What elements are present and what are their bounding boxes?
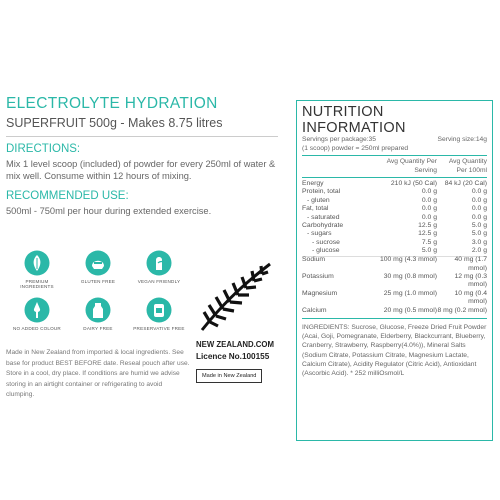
- per-serving-value: 7.5 g: [421, 238, 437, 246]
- nutrition-row: [302, 247, 487, 255]
- nutrition-row: [302, 307, 487, 315]
- nutrition-rows: [302, 180, 487, 315]
- badge-dairy-free: [69, 297, 127, 331]
- preservative-free-icon: [146, 297, 172, 323]
- nutrition-row: [302, 273, 487, 290]
- nutrition-row: [302, 230, 487, 238]
- badge-premium-ingredients: [8, 250, 66, 289]
- nutrient-name: Protein, total: [302, 188, 341, 196]
- servings-per-package: Servings per package:35: [302, 136, 376, 143]
- new-zealand-logo: [196, 262, 286, 383]
- per-serving-value: 12.5 g: [418, 230, 437, 238]
- badge-gluten-free: [69, 250, 127, 289]
- ingredients-icon: [24, 250, 50, 276]
- per-serving-value: 0.0 g: [421, 213, 437, 221]
- nutrient-name: Energy: [302, 180, 324, 187]
- nutrition-title: NUTRITION INFORMATION: [302, 104, 406, 136]
- nutrient-name: Magnesium: [302, 289, 338, 297]
- per-100ml-value: 0.0 g: [471, 205, 487, 213]
- per-100ml-value: 0.0 g: [471, 188, 487, 196]
- per-serving-value: 0.0 g: [421, 205, 437, 213]
- col-per-serving: Avg Quantity Per Serving: [386, 158, 437, 174]
- badge-preservative-free: [130, 297, 188, 331]
- nutrition-row: [302, 205, 487, 213]
- nutrient-name: - glucose: [312, 247, 340, 255]
- product-title: ELECTROLYTE HYDRATION: [6, 95, 218, 112]
- per-serving-value: 210 kJ (50 Cal): [390, 180, 437, 187]
- nutrient-name: Calcium: [302, 306, 327, 314]
- per-serving-value: 5.0 g: [421, 247, 437, 255]
- per-100ml-value: 5.0 g: [471, 222, 487, 230]
- ingredients-text: INGREDIENTS: Sucrose, Glucose, Freeze Dried Fruit Powder (Acai, Goji, Pomegranate, Elderberry, Blackcurrant, Blueberry, Cranberry, Strawberry, Raspberry(4.0%)), Mineral Salts (Sodium Citrate, Potassium Citrate, Magnesium Lactate, Calcium Citrate), Acidity Regulator (Citric Acid), Antioxidant (Ascorbic Acid). * 252 milliOsmol/L: [302, 324, 487, 378]
- badge-no-added-colour: [8, 297, 66, 331]
- directions-heading: DIRECTIONS:: [6, 143, 81, 155]
- per-serving-value: 25 mg (1.0 mmol): [383, 289, 437, 297]
- nutrition-row: [302, 188, 487, 196]
- product-subtitle: SUPERFRUIT 500g - Makes 8.75 litres: [6, 116, 223, 130]
- badge-label: DAIRY FREE: [83, 326, 113, 331]
- per-100ml-value: 5.0 g: [471, 230, 487, 238]
- dairy-free-icon: [85, 297, 111, 323]
- per-100ml-value: 0.0 g: [471, 213, 487, 221]
- recommended-heading: RECOMMENDED USE:: [6, 190, 129, 202]
- per-serving-value: 20 mg (0.5 mmol): [383, 306, 437, 314]
- per-100ml-value: 8 mg (0.2 mmol): [437, 306, 487, 314]
- badge-label: NO ADDED COLOUR: [13, 326, 61, 331]
- made-in-badge: Made in New Zealand: [196, 369, 262, 383]
- storage-footnote: Made in New Zealand from imported & local ingredients. See base for product BEST BEFORE date. Reseal pouch after use. Store in a cool, dry place. If conditions are humid we advise storing in an airtight container or refrigerating to avoid clumping.: [6, 349, 190, 398]
- per-serving-value: 12.5 g: [418, 222, 437, 230]
- per-100ml-value: 3.0 g: [471, 238, 487, 246]
- scoop-row: [302, 145, 487, 154]
- nutrient-name: - saturated: [307, 213, 340, 221]
- per-100ml-value: 2.0 g: [471, 247, 487, 255]
- per-serving-value: 0.0 g: [421, 196, 437, 204]
- silver-fern-icon: [196, 262, 276, 334]
- nutrition-row: [302, 290, 487, 307]
- directions-text: Mix 1 level scoop (included) of powder for every 250ml of water & mix well. Consume within 12 hours of mixing.: [6, 159, 276, 181]
- badge-label: GLUTEN FREE: [80, 279, 116, 284]
- per-100ml-value: 10 mg (0.4 mmol): [454, 289, 487, 306]
- vegan-icon: [146, 250, 172, 276]
- divider: [6, 136, 278, 137]
- nutrient-name: - sucrose: [312, 238, 340, 246]
- recommended-text: 500ml - 750ml per hour during extended exercise.: [6, 206, 212, 216]
- per-serving-value: 30 mg (0.8 mmol): [383, 272, 437, 280]
- product-info: [6, 95, 278, 217]
- no-colour-icon: [24, 297, 50, 323]
- per-serving-value: 0.0 g: [421, 188, 437, 196]
- nutrient-name: - sugars: [307, 230, 332, 238]
- serving-size: Serving size:14g: [437, 136, 487, 143]
- nutrient-name: Carbohydrate: [302, 222, 344, 230]
- per-100ml-value: 0.0 g: [471, 196, 487, 204]
- nutrient-name: - gluten: [307, 196, 330, 204]
- nutrition-row: [302, 214, 487, 222]
- nutrient-name: Fat, total: [302, 205, 329, 213]
- nutrition-header: [302, 158, 487, 175]
- per-100ml-value: 40 mg (1.7 mmol): [454, 256, 487, 272]
- nutrition-row: [302, 222, 487, 230]
- nz-logo-text: NEW ZEALAND.COM: [196, 340, 274, 349]
- nutrition-panel: [296, 100, 493, 441]
- nutrition-row: [302, 197, 487, 205]
- gluten-free-icon: [85, 250, 111, 276]
- scoop-note: (1 scoop) powder = 250ml prepared: [302, 144, 409, 152]
- per-100ml-value: 12 mg (0.3 mmol): [454, 272, 487, 289]
- badge-label: PRESERVATIVE FREE: [133, 326, 185, 331]
- nutrition-row: [302, 239, 487, 247]
- divider: [302, 318, 487, 319]
- badge-label: VEGAN FRIENDLY: [137, 279, 181, 284]
- divider: [302, 177, 487, 178]
- badge-grid: [8, 250, 188, 331]
- servings-row: [302, 136, 487, 145]
- nutrient-name: Potassium: [302, 272, 334, 280]
- divider: [302, 155, 487, 156]
- per-serving-value: 100 mg (4.3 mmol): [379, 256, 437, 264]
- badge-label: PREMIUM INGREDIENTS: [20, 279, 54, 289]
- nutrition-row: [302, 256, 487, 273]
- badge-vegan: [130, 250, 188, 289]
- nutrient-name: Sodium: [302, 256, 326, 264]
- licence-number: Licence No.100155: [196, 352, 270, 361]
- per-100ml-value: 84 kJ (20 Cal): [444, 180, 487, 187]
- col-per-100ml: Avg Quantity Per 100ml: [448, 158, 487, 174]
- nutrition-row: [302, 180, 487, 188]
